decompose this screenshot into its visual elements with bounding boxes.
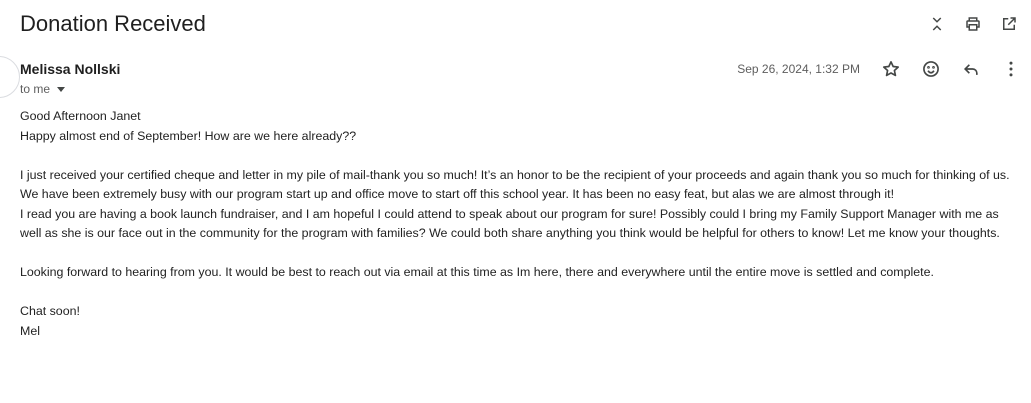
message-date: Sep 26, 2024, 1:32 PM bbox=[737, 62, 860, 76]
body-paragraph: I just received your certified cheque and letter in my pile of mail-thank you so much! It’s an honor to be the recipient of your proceeds and again thank you so much for thinking of us. We have been extremely busy with our program start up and office move to start off this school year. It has been no easy feat, but alas we are almost through it! bbox=[20, 167, 1010, 201]
emoji-icon[interactable] bbox=[921, 59, 941, 79]
message-actions bbox=[881, 59, 1021, 79]
body-paragraph: Looking forward to hearing from you. It would be best to reach out via email at this time as Im here, there and everywhere until the entire move is settled and complete. bbox=[20, 265, 934, 279]
message-body bbox=[20, 107, 1020, 341]
body-paragraph: I read you are having a book launch fundraiser, and I am hopeful I could attend to speak about our program for sure! Possibly could I bring my Family Support Manager with me as well as she is our face out in the community for the program with families? We could both share anything you think would be helpful for others to know! Let me know your thoughts. bbox=[20, 206, 1000, 240]
closing: Chat soon! bbox=[20, 304, 80, 318]
more-vertical-icon[interactable] bbox=[1001, 59, 1021, 79]
email-subject: Donation Received bbox=[20, 11, 206, 36]
body-line: Happy almost end of September! How are we here already?? bbox=[20, 128, 357, 143]
sender-name[interactable]: Melissa Nollski bbox=[20, 61, 121, 77]
print-icon[interactable] bbox=[963, 14, 983, 34]
recipient-label: to me bbox=[20, 82, 51, 96]
avatar bbox=[0, 56, 20, 98]
signature: Mel bbox=[20, 323, 40, 338]
collapse-all-icon[interactable] bbox=[927, 14, 947, 34]
greeting: Good Afternoon Janet bbox=[20, 109, 141, 123]
chevron-down-icon bbox=[57, 87, 65, 92]
thread-toolbar bbox=[927, 14, 1019, 34]
open-in-new-window-icon[interactable] bbox=[999, 14, 1019, 34]
reply-icon[interactable] bbox=[961, 59, 981, 79]
star-icon[interactable] bbox=[881, 59, 901, 79]
recipient-details-toggle[interactable] bbox=[20, 82, 65, 96]
